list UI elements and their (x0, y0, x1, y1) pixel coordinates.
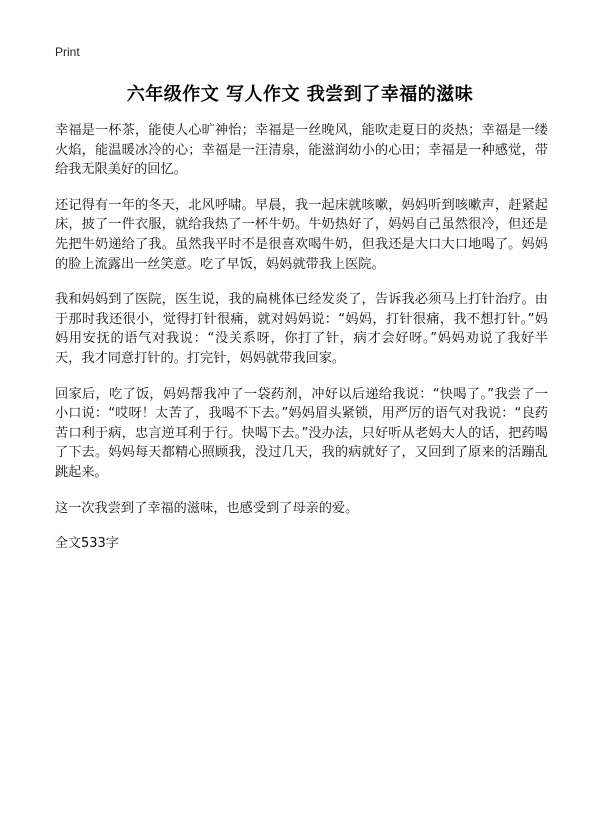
article-title: 六年级作文 写人作文 我尝到了幸福的滋味 (126, 84, 474, 105)
article-body (55, 121, 548, 553)
paragraph-intro: 幸福是一杯茶，能使人心旷神怡；幸福是一丝晚风，能吹走夏日的炎热；幸福是一缕火焰，能温暖冰冷的心；幸福是一汪清泉，能滋润幼小的心田；幸福是一种感觉，带给我无限美好的回忆。 (55, 123, 548, 178)
paragraph-medicine: 回家后，吃了饭，妈妈帮我冲了一袋药剂，冲好以后递给我说：“快喝了。”我尝了一小口说：“哎呀！太苦了，我喝不下去。”妈妈眉头紧锁，用严厉的语气对我说：“良药苦口利于病，忠言逆耳利于行。快喝下去。”没办法，只好听从老妈大人的话，把药喝了下去。妈妈每天都精心照顾我，没过几天，我的病就好了，又回到了原来的活蹦乱跳起来。 (55, 386, 548, 480)
print-link[interactable]: Print (55, 45, 80, 59)
word-count: 全文533字 (55, 536, 119, 552)
paragraph-winter-morning: 还记得有一年的冬天，北风呼啸。早晨，我一起床就咳嗽，妈妈听到咳嗽声，赶紧起床，披了一件衣服，就给我热了一杯牛奶。牛奶热好了，妈妈自己虽然很冷，但还是先把牛奶递给了我。虽然我平时不是很喜欢喝牛奶，但我还是大口大口地喝了。妈妈的脸上流露出一丝笑意。吃了早饭，妈妈就带我上医院。 (55, 197, 548, 272)
paragraph-hospital: 我和妈妈到了医院，医生说，我的扁桃体已经发炎了，告诉我必须马上打针治疗。由于那时我还很小，觉得打针很痛，就对妈妈说：“妈妈，打针很痛，我不想打针。”妈妈用安抚的语气对我说：“没关系呀，你打了针，病才会好呀。”妈妈劝说了我好半天，我才同意打针的。打完针，妈妈就带我回家。 (55, 292, 548, 366)
paragraph-conclusion: 这一次我尝到了幸福的滋味，也感受到了母亲的爱。 (55, 500, 359, 516)
